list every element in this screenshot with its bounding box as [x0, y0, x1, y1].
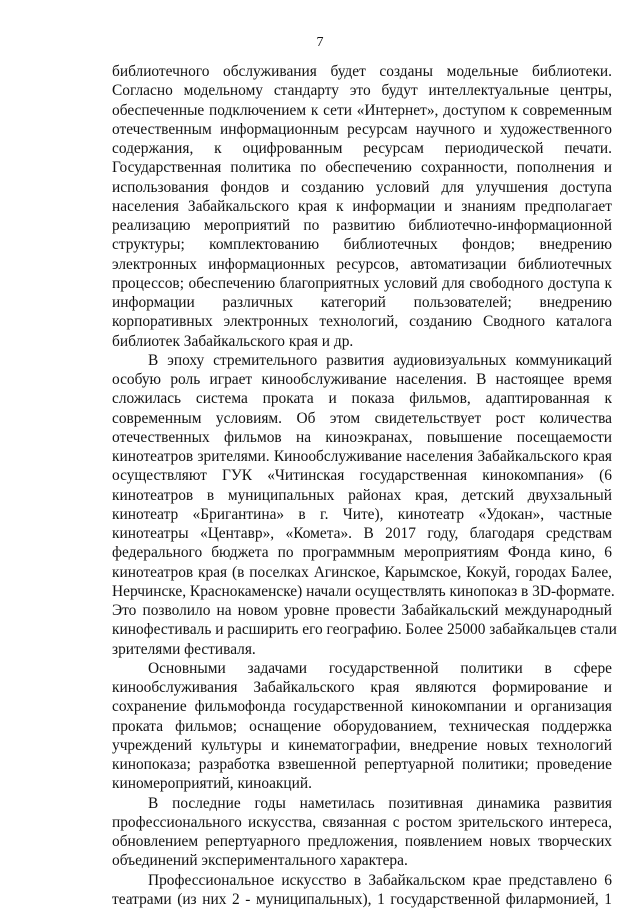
text-line: сложилась система проката и показа фильмов, адаптированная к [112, 389, 612, 408]
text-line: Основными задачами государственной политики в сфере [112, 659, 612, 678]
text-line: осуществляют ГУК «Читинская государственная кинокомпания» (6 [112, 466, 612, 485]
text-line: кинотеатр «Бригантина» в г. Чите), кинотеатр «Удокан», частные [112, 505, 612, 524]
text-line: отечественных фильмов на киноэкранах, повышение посещаемости [112, 428, 612, 447]
text-line: Это позволило на новом уровне провести Забайкальский международный [112, 601, 612, 620]
text-line: отечественным информационным ресурсам научного и художественного [112, 120, 612, 139]
body-text [112, 62, 612, 909]
paragraph [112, 871, 612, 909]
text-line: современным условиям. Об этом свидетельствует рост количества [112, 409, 612, 428]
paragraph [112, 351, 612, 659]
text-line: реализацию мероприятий по развитию библиотечно-информационной [112, 216, 612, 235]
page-number: 7 [0, 34, 640, 52]
text-line: киномероприятий, киноакций. [112, 774, 612, 793]
text-line: информации различных категорий пользователей; внедрению [112, 293, 612, 312]
text-line: кинотеатров в муниципальных районах края, детский двухзальный [112, 486, 612, 505]
text-line: обеспеченные подключением к сети «Интернет», доступом к современным [112, 101, 612, 120]
text-line: кинотеатров края (в поселках Агинское, Карымское, Кокуй, городах Балее, [112, 563, 612, 582]
text-line: населения Забайкальского края к информации и знаниям предполагает [112, 197, 612, 216]
text-line: театрами (из них 2 - муниципальных), 1 государственной филармонией, 1 [112, 890, 612, 909]
text-line: библиотек Забайкальского края и др. [112, 332, 612, 351]
text-line: Профессиональное искусство в Забайкальском крае представлено 6 [112, 871, 612, 890]
text-line: профессионального искусства, связанная с ростом зрительского интереса, [112, 813, 612, 832]
text-line: особую роль играет кинообслуживание населения. В настоящее время [112, 370, 612, 389]
text-line: зрителями фестиваля. [112, 640, 612, 659]
text-line: структуры; комплектованию библиотечных фондов; внедрению [112, 235, 612, 254]
text-line: проката фильмов; оснащение оборудованием, техническая поддержка [112, 717, 612, 736]
text-line: кинофестиваль и расширить его географию. Более 25000 забайкальцев стали [112, 620, 612, 639]
text-line: корпоративных электронных технологий, созданию Сводного каталога [112, 312, 612, 331]
text-line: Нерчинске, Краснокаменске) начали осуществлять кинопоказ в 3D-формате. [112, 582, 612, 601]
text-line: Согласно модельному стандарту это будут интеллектуальные центры, [112, 81, 612, 100]
text-line: федерального бюджета по программным мероприятиям Фонда кино, 6 [112, 543, 612, 562]
text-line: учреждений культуры и кинематографии, внедрение новых технологий [112, 736, 612, 755]
text-line: содержания, к оцифрованным ресурсам периодической печати. [112, 139, 612, 158]
text-line: кинопоказа; разработка взвешенной репертуарной политики; проведение [112, 755, 612, 774]
text-line: процессов; обеспечению благоприятных условий для свободного доступа к [112, 274, 612, 293]
text-line: электронных информационных ресурсов, автоматизации библиотечных [112, 255, 612, 274]
text-line: кинотеатры «Центавр», «Комета». В 2017 году, благодаря средствам [112, 524, 612, 543]
text-line: кинотеатров зрителями. Кинообслуживание населения Забайкальского края [112, 447, 612, 466]
text-line: сохранение фильмофонда государственной кинокомпании и организация [112, 697, 612, 716]
text-line: использования фондов и созданию условий для улучшения доступа [112, 178, 612, 197]
text-line: Государственная политика по обеспечению сохранности, пополнения и [112, 158, 612, 177]
text-line: В последние годы наметилась позитивная динамика развития [112, 794, 612, 813]
text-line: обновлением репертуарного предложения, появлением новых творческих [112, 832, 612, 851]
text-line: кинообслуживания Забайкальского края являются формирование и [112, 678, 612, 697]
paragraph [112, 659, 612, 794]
text-line: библиотечного обслуживания будет созданы модельные библиотеки. [112, 62, 612, 81]
paragraph [112, 794, 612, 871]
paragraph [112, 62, 612, 351]
text-line: объединений экспериментального характера. [112, 851, 612, 870]
text-line: В эпоху стремительного развития аудиовизуальных коммуникаций [112, 351, 612, 370]
